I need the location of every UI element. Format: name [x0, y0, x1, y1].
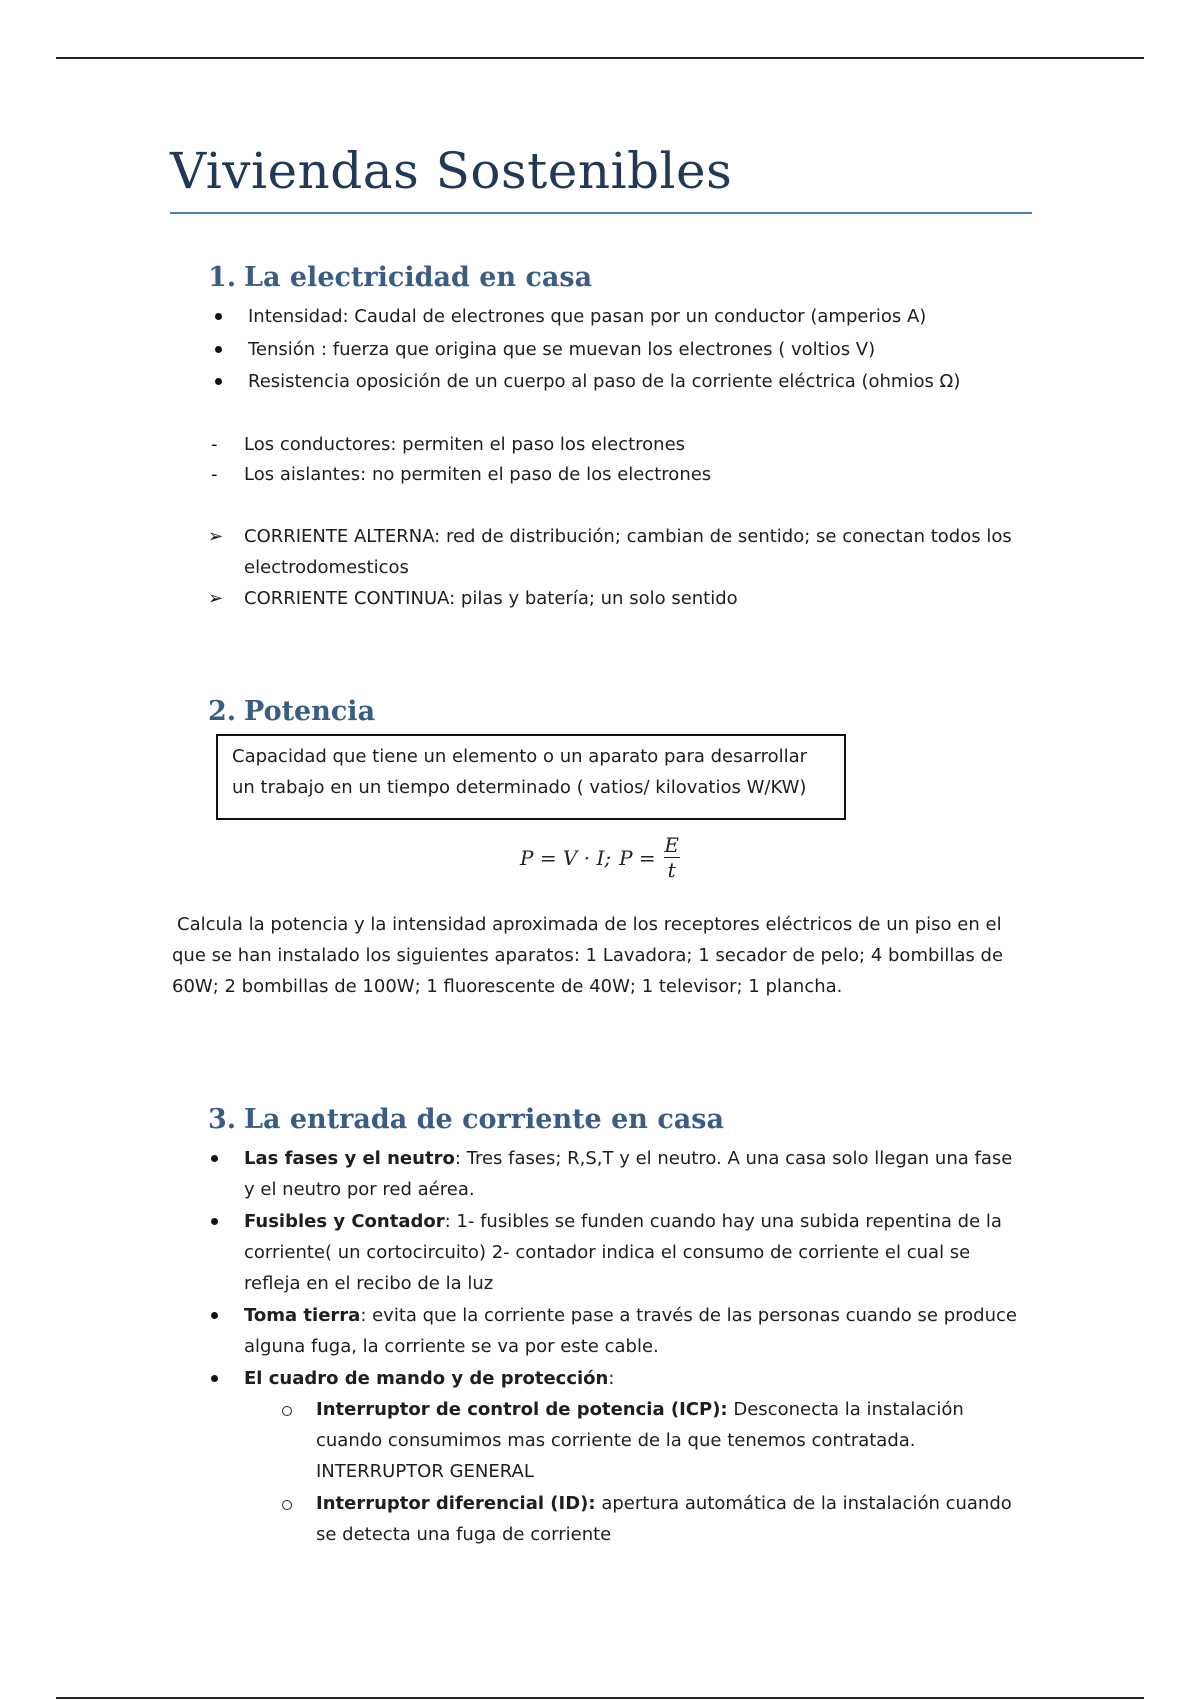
list-item: CORRIENTE CONTINUA: pilas y batería; un solo sentido [244, 588, 738, 609]
arrow-bullet-icon: ➢ [208, 526, 224, 547]
item-text: : 1- fusibles se funden cuando hay una subida repentina de la corriente( un cortocircuito) 2- contador indica el consumo de corriente el cual se refleja en el recibo de la luz [244, 1211, 1002, 1294]
section-number: 1. [208, 262, 237, 293]
item-term: Interruptor de control de potencia (ICP): [316, 1399, 728, 1420]
item-text: : [608, 1368, 615, 1389]
formula-denominator: t [667, 858, 676, 882]
item-text: : Tres fases; R,S,T y el neutro. A una casa solo llegan una fase y el neutro por red aérea. [244, 1148, 1013, 1200]
list-item [316, 1394, 1016, 1487]
list-item: Tensión : fuerza que origina que se muevan los electrones ( voltios V) [248, 339, 876, 360]
header-rule [56, 57, 1144, 59]
footer-rule [56, 1697, 1144, 1699]
item-term: Interruptor diferencial (ID): [316, 1493, 596, 1514]
section-title: La electricidad en casa [244, 262, 593, 293]
list-item [244, 1363, 614, 1394]
section-number: 3. [208, 1104, 237, 1135]
bullet-icon [211, 1155, 218, 1162]
formula-fraction [664, 833, 680, 882]
list-item [244, 1143, 1024, 1205]
arrow-bullet-icon: ➢ [208, 588, 224, 609]
list-item [244, 1206, 1004, 1299]
bullet-icon [215, 313, 222, 320]
title-underline [170, 212, 1032, 214]
power-formula [520, 833, 680, 882]
list-item: Resistencia oposición de un cuerpo al paso de la corriente eléctrica (ohmios Ω) [248, 371, 961, 392]
circle-bullet-icon [282, 1406, 292, 1416]
list-item: Los conductores: permiten el paso los electrones [244, 434, 686, 455]
bullet-icon [211, 1218, 218, 1225]
circle-bullet-icon [282, 1500, 292, 1510]
section-number: 2. [208, 696, 237, 727]
item-term: Las fases y el neutro [244, 1148, 455, 1169]
dash-icon: - [211, 434, 218, 455]
formula-numerator: E [664, 833, 679, 857]
dash-icon: - [211, 464, 218, 485]
bullet-icon [215, 346, 222, 353]
section-3-heading [208, 1104, 724, 1135]
section-title: Potencia [244, 696, 376, 727]
exercise-text: Calcula la potencia y la intensidad aproximada de los receptores eléctricos de un piso en el que se han instalado los siguientes aparatos: 1 Lavadora; 1 secador de pelo; 4 bombillas de 60W; 2 bombillas de 100W; 1 fluorescente de 40W; 1 televisor; 1 plancha. [172, 914, 1004, 997]
list-item: Los aislantes: no permiten el paso de los electrones [244, 464, 712, 485]
section-2-heading [208, 696, 375, 727]
list-item: CORRIENTE ALTERNA: red de distribución; cambian de sentido; se conectan todos los electrodomesticos [244, 526, 1012, 578]
page-title: Viviendas Sostenibles [170, 142, 733, 200]
list-item [244, 1300, 1024, 1362]
definition-box: Capacidad que tiene un elemento o un aparato para desarrollar un trabajo en un tiempo determinado ( vatios/ kilovatios W/KW) [216, 734, 846, 820]
item-text: : evita que la corriente pase a través de las personas cuando se produce alguna fuga, la corriente se va por este cable. [244, 1305, 1017, 1357]
bullet-icon [211, 1375, 218, 1382]
item-term: Toma tierra [244, 1305, 361, 1326]
item-term: El cuadro de mando y de protección [244, 1368, 609, 1389]
list-item: Intensidad: Caudal de electrones que pasan por un conductor (amperios A) [248, 306, 927, 327]
formula-p: P = [619, 845, 656, 870]
item-term: Fusibles y Contador [244, 1211, 445, 1232]
list-item [316, 1488, 1016, 1550]
item-text: apertura automática de la instalación cuando se detecta una fuga de corriente [316, 1493, 1012, 1545]
bullet-icon [211, 1312, 218, 1319]
section-title: La entrada de corriente en casa [244, 1104, 724, 1135]
formula-left: P = V · I; [520, 845, 612, 870]
section-1-heading [208, 262, 592, 293]
bullet-icon [215, 378, 222, 385]
item-text: Desconecta la instalación cuando consumimos mas corriente de la que tenemos contratada. INTERRUPTOR GENERAL [316, 1399, 964, 1482]
